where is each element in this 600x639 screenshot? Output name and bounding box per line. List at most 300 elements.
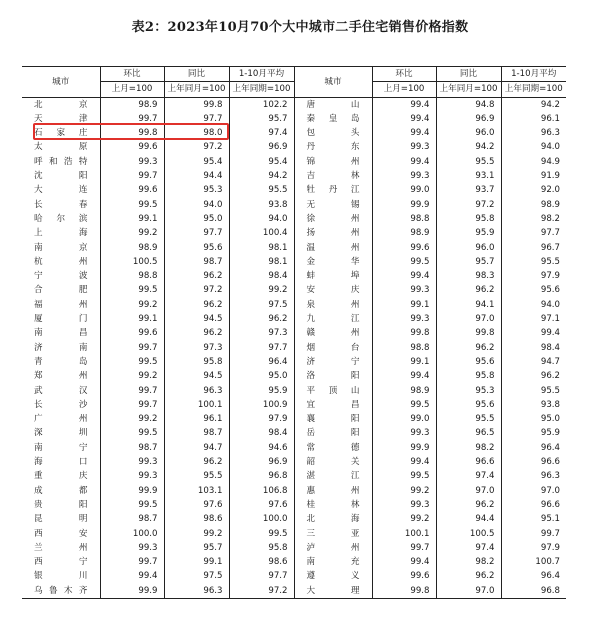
city-name-cell: 岳阳 <box>294 426 372 440</box>
city-column-header: 城市 <box>294 67 372 98</box>
ytd-value-cell: 98.4 <box>229 426 294 440</box>
ytd-value-cell: 100.0 <box>229 512 294 526</box>
city-name-cell: 扬州 <box>294 226 372 240</box>
city-name-cell: 郑州 <box>22 369 100 383</box>
yoy-value-cell: 100.5 <box>436 527 501 541</box>
mom-value-cell: 99.2 <box>100 369 164 383</box>
city-name-cell: 南宁 <box>22 441 100 455</box>
ytd-value-cell: 99.4 <box>501 326 566 340</box>
yoy-base-header: 上年同月=100 <box>164 82 229 97</box>
city-name-cell: 成都 <box>22 484 100 498</box>
yoy-value-cell: 98.0 <box>164 126 229 140</box>
ytd-value-cell: 97.9 <box>501 269 566 283</box>
city-name-cell: 安庆 <box>294 283 372 297</box>
mom-value-cell: 99.7 <box>100 384 164 398</box>
yoy-value-cell: 96.2 <box>436 569 501 583</box>
city-name-cell: 上海 <box>22 226 100 240</box>
mom-value-cell: 99.4 <box>372 455 436 469</box>
yoy-value-cell: 95.8 <box>164 355 229 369</box>
city-name-cell: 泉州 <box>294 298 372 312</box>
mom-value-cell: 99.7 <box>100 341 164 355</box>
yoy-value-cell: 97.3 <box>164 341 229 355</box>
ytd-value-cell: 97.7 <box>229 569 294 583</box>
yoy-value-cell: 93.7 <box>436 183 501 197</box>
table-row <box>22 455 566 469</box>
yoy-value-cell: 95.6 <box>164 241 229 255</box>
mom-value-cell: 99.5 <box>100 355 164 369</box>
mom-value-cell: 99.9 <box>372 198 436 212</box>
city-name-cell: 厦门 <box>22 312 100 326</box>
ytd-value-cell: 100.9 <box>229 398 294 412</box>
ytd-value-cell: 97.3 <box>229 326 294 340</box>
mom-value-cell: 99.0 <box>372 412 436 426</box>
city-name-cell: 襄阳 <box>294 412 372 426</box>
yoy-value-cell: 97.5 <box>164 569 229 583</box>
city-name-cell: 昆明 <box>22 512 100 526</box>
city-name-cell: 宜昌 <box>294 398 372 412</box>
mom-value-cell: 99.9 <box>100 584 164 599</box>
table-row <box>22 269 566 283</box>
city-name-cell: 天津 <box>22 112 100 126</box>
mom-value-cell: 99.3 <box>100 455 164 469</box>
table-row <box>22 355 566 369</box>
ytd-value-cell: 96.1 <box>501 112 566 126</box>
ytd-value-cell: 95.5 <box>501 384 566 398</box>
yoy-value-cell: 96.3 <box>164 584 229 599</box>
mom-value-cell: 100.1 <box>372 527 436 541</box>
table-row <box>22 512 566 526</box>
mom-value-cell: 99.4 <box>100 569 164 583</box>
ytd-value-cell: 95.9 <box>229 384 294 398</box>
ytd-value-cell: 96.9 <box>229 140 294 154</box>
yoy-value-cell: 95.3 <box>436 384 501 398</box>
yoy-value-cell: 95.8 <box>436 369 501 383</box>
ytd-value-cell: 97.5 <box>229 298 294 312</box>
yoy-value-cell: 99.8 <box>436 326 501 340</box>
ytd-value-cell: 106.8 <box>229 484 294 498</box>
mom-value-cell: 99.8 <box>100 126 164 140</box>
ytd-column-header: 1-10月平均 <box>229 67 294 82</box>
city-name-cell: 呼和浩特 <box>22 155 100 169</box>
yoy-value-cell: 97.4 <box>436 541 501 555</box>
mom-value-cell: 99.1 <box>100 212 164 226</box>
city-name-cell: 重庆 <box>22 469 100 483</box>
ytd-value-cell: 94.2 <box>501 97 566 112</box>
ytd-value-cell: 102.2 <box>229 97 294 112</box>
ytd-value-cell: 94.7 <box>501 355 566 369</box>
ytd-value-cell: 93.8 <box>229 198 294 212</box>
ytd-value-cell: 95.0 <box>229 369 294 383</box>
mom-value-cell: 99.7 <box>100 169 164 183</box>
city-name-cell: 杭州 <box>22 255 100 269</box>
table-row <box>22 198 566 212</box>
city-name-cell: 深圳 <box>22 426 100 440</box>
city-name-cell: 包头 <box>294 126 372 140</box>
mom-value-cell: 99.6 <box>100 140 164 154</box>
table-row <box>22 140 566 154</box>
ytd-value-cell: 91.9 <box>501 169 566 183</box>
mom-value-cell: 98.9 <box>372 384 436 398</box>
ytd-column-header: 1-10月平均 <box>501 67 566 82</box>
mom-value-cell: 99.5 <box>372 469 436 483</box>
yoy-value-cell: 96.6 <box>436 455 501 469</box>
mom-value-cell: 99.3 <box>372 312 436 326</box>
table-row <box>22 426 566 440</box>
mom-value-cell: 99.1 <box>372 355 436 369</box>
yoy-value-cell: 96.2 <box>164 269 229 283</box>
yoy-value-cell: 99.1 <box>164 555 229 569</box>
mom-value-cell: 99.5 <box>100 426 164 440</box>
mom-value-cell: 99.6 <box>100 183 164 197</box>
yoy-column-header: 同比 <box>164 67 229 82</box>
mom-value-cell: 99.3 <box>372 140 436 154</box>
city-name-cell: 三亚 <box>294 527 372 541</box>
city-name-cell: 赣州 <box>294 326 372 340</box>
table-row <box>22 155 566 169</box>
mom-value-cell: 99.5 <box>372 398 436 412</box>
table-row <box>22 484 566 498</box>
ytd-value-cell: 99.7 <box>501 527 566 541</box>
yoy-value-cell: 95.5 <box>436 155 501 169</box>
ytd-value-cell: 96.8 <box>229 469 294 483</box>
yoy-value-cell: 94.4 <box>164 169 229 183</box>
city-name-cell: 合肥 <box>22 283 100 297</box>
yoy-value-cell: 94.1 <box>436 298 501 312</box>
ytd-value-cell: 98.4 <box>229 269 294 283</box>
mom-value-cell: 99.9 <box>372 441 436 455</box>
ytd-value-cell: 98.4 <box>501 341 566 355</box>
table-row <box>22 283 566 297</box>
ytd-base-header: 上年同期=100 <box>229 82 294 97</box>
city-name-cell: 烟台 <box>294 341 372 355</box>
yoy-value-cell: 95.9 <box>436 226 501 240</box>
yoy-value-cell: 98.3 <box>436 269 501 283</box>
mom-value-cell: 99.8 <box>372 326 436 340</box>
mom-value-cell: 99.3 <box>100 155 164 169</box>
ytd-value-cell: 97.6 <box>229 498 294 512</box>
table-row <box>22 469 566 483</box>
mom-base-header: 上月=100 <box>372 82 436 97</box>
yoy-value-cell: 96.2 <box>436 498 501 512</box>
city-name-cell: 西安 <box>22 527 100 541</box>
table-row <box>22 541 566 555</box>
mom-column-header: 环比 <box>372 67 436 82</box>
ytd-value-cell: 97.7 <box>229 341 294 355</box>
city-name-cell: 太原 <box>22 140 100 154</box>
city-name-cell: 北京 <box>22 97 100 112</box>
city-name-cell: 金华 <box>294 255 372 269</box>
yoy-column-header: 同比 <box>436 67 501 82</box>
mom-value-cell: 99.4 <box>372 555 436 569</box>
yoy-value-cell: 96.0 <box>436 126 501 140</box>
city-name-cell: 徐州 <box>294 212 372 226</box>
mom-value-cell: 99.4 <box>372 112 436 126</box>
mom-value-cell: 99.4 <box>372 155 436 169</box>
mom-value-cell: 99.1 <box>372 298 436 312</box>
ytd-value-cell: 95.9 <box>501 426 566 440</box>
ytd-value-cell: 95.6 <box>501 283 566 297</box>
ytd-value-cell: 95.4 <box>229 155 294 169</box>
ytd-value-cell: 96.7 <box>501 241 566 255</box>
yoy-value-cell: 97.6 <box>164 498 229 512</box>
mom-value-cell: 99.2 <box>100 226 164 240</box>
mom-value-cell: 99.4 <box>372 369 436 383</box>
ytd-value-cell: 94.9 <box>501 155 566 169</box>
mom-value-cell: 99.2 <box>100 412 164 426</box>
ytd-value-cell: 98.6 <box>229 555 294 569</box>
city-name-cell: 广州 <box>22 412 100 426</box>
ytd-value-cell: 97.0 <box>501 484 566 498</box>
table-body <box>22 97 566 598</box>
yoy-value-cell: 98.2 <box>436 441 501 455</box>
yoy-value-cell: 96.2 <box>436 283 501 297</box>
ytd-base-header: 上年同期=100 <box>501 82 566 97</box>
city-name-cell: 大连 <box>22 183 100 197</box>
ytd-value-cell: 96.3 <box>501 469 566 483</box>
ytd-value-cell: 97.9 <box>229 412 294 426</box>
mom-value-cell: 99.5 <box>100 198 164 212</box>
city-name-cell: 惠州 <box>294 484 372 498</box>
yoy-value-cell: 96.2 <box>164 298 229 312</box>
table-row <box>22 384 566 398</box>
ytd-value-cell: 96.8 <box>501 584 566 599</box>
ytd-value-cell: 98.1 <box>229 255 294 269</box>
table-row <box>22 369 566 383</box>
price-index-table <box>22 66 566 599</box>
mom-value-cell: 99.4 <box>372 269 436 283</box>
city-name-cell: 石家庄 <box>22 126 100 140</box>
ytd-value-cell: 94.0 <box>501 140 566 154</box>
mom-value-cell: 98.8 <box>100 269 164 283</box>
yoy-value-cell: 97.7 <box>164 226 229 240</box>
mom-value-cell: 100.0 <box>100 527 164 541</box>
yoy-value-cell: 98.7 <box>164 255 229 269</box>
city-name-cell: 北海 <box>294 512 372 526</box>
yoy-value-cell: 97.7 <box>164 112 229 126</box>
header-row-labels <box>22 67 566 82</box>
mom-value-cell: 98.8 <box>372 341 436 355</box>
city-name-cell: 武汉 <box>22 384 100 398</box>
city-name-cell: 乌鲁木齐 <box>22 584 100 599</box>
city-name-cell: 大理 <box>294 584 372 599</box>
mom-value-cell: 99.7 <box>100 112 164 126</box>
city-name-cell: 西宁 <box>22 555 100 569</box>
ytd-value-cell: 98.1 <box>229 241 294 255</box>
city-name-cell: 秦皇岛 <box>294 112 372 126</box>
yoy-value-cell: 95.4 <box>164 155 229 169</box>
yoy-value-cell: 98.6 <box>164 512 229 526</box>
yoy-value-cell: 95.5 <box>436 412 501 426</box>
yoy-value-cell: 94.5 <box>164 312 229 326</box>
city-name-cell: 沈阳 <box>22 169 100 183</box>
city-name-cell: 蚌埠 <box>294 269 372 283</box>
city-name-cell: 吉林 <box>294 169 372 183</box>
yoy-base-header: 上年同月=100 <box>436 82 501 97</box>
mom-value-cell: 98.9 <box>100 241 164 255</box>
city-name-cell: 长春 <box>22 198 100 212</box>
yoy-value-cell: 95.7 <box>164 541 229 555</box>
mom-value-cell: 99.0 <box>372 183 436 197</box>
ytd-value-cell: 94.0 <box>501 298 566 312</box>
city-name-cell: 济南 <box>22 341 100 355</box>
ytd-value-cell: 94.2 <box>229 169 294 183</box>
yoy-value-cell: 98.2 <box>436 555 501 569</box>
yoy-value-cell: 97.0 <box>436 584 501 599</box>
yoy-value-cell: 96.2 <box>164 326 229 340</box>
city-name-cell: 青岛 <box>22 355 100 369</box>
city-name-cell: 福州 <box>22 298 100 312</box>
city-name-cell: 丹东 <box>294 140 372 154</box>
yoy-value-cell: 94.8 <box>436 97 501 112</box>
city-name-cell: 九江 <box>294 312 372 326</box>
mom-value-cell: 99.5 <box>100 283 164 297</box>
table-row <box>22 341 566 355</box>
table-row <box>22 169 566 183</box>
ytd-value-cell: 96.4 <box>229 355 294 369</box>
mom-value-cell: 98.9 <box>372 226 436 240</box>
page-title: 表2：2023年10月70个大中城市二手住宅销售价格指数 <box>131 20 469 35</box>
mom-value-cell: 99.3 <box>372 426 436 440</box>
table-row <box>22 398 566 412</box>
mom-value-cell: 100.5 <box>100 255 164 269</box>
mom-value-cell: 99.6 <box>100 326 164 340</box>
ytd-value-cell: 96.6 <box>501 498 566 512</box>
table-row <box>22 527 566 541</box>
mom-column-header: 环比 <box>100 67 164 82</box>
table-row <box>22 212 566 226</box>
city-name-cell: 无锡 <box>294 198 372 212</box>
city-name-cell: 南充 <box>294 555 372 569</box>
city-name-cell: 唐山 <box>294 97 372 112</box>
ytd-value-cell: 97.7 <box>501 226 566 240</box>
yoy-value-cell: 96.0 <box>436 241 501 255</box>
yoy-value-cell: 99.8 <box>164 97 229 112</box>
yoy-value-cell: 95.0 <box>164 212 229 226</box>
table-row <box>22 226 566 240</box>
ytd-value-cell: 98.9 <box>501 198 566 212</box>
table-row <box>22 298 566 312</box>
yoy-value-cell: 98.7 <box>164 426 229 440</box>
table-row <box>22 97 566 112</box>
mom-value-cell: 98.7 <box>100 441 164 455</box>
ytd-value-cell: 94.0 <box>229 212 294 226</box>
table-row <box>22 412 566 426</box>
city-name-cell: 温州 <box>294 241 372 255</box>
yoy-value-cell: 97.2 <box>164 140 229 154</box>
yoy-value-cell: 96.3 <box>164 384 229 398</box>
yoy-value-cell: 97.0 <box>436 484 501 498</box>
yoy-value-cell: 94.2 <box>436 140 501 154</box>
ytd-value-cell: 95.1 <box>501 512 566 526</box>
ytd-value-cell: 97.4 <box>229 126 294 140</box>
yoy-value-cell: 96.5 <box>436 426 501 440</box>
ytd-value-cell: 93.8 <box>501 398 566 412</box>
mom-value-cell: 99.2 <box>372 484 436 498</box>
table-row <box>22 326 566 340</box>
yoy-value-cell: 97.2 <box>436 198 501 212</box>
ytd-value-cell: 95.7 <box>229 112 294 126</box>
mom-value-cell: 99.4 <box>372 126 436 140</box>
ytd-value-cell: 96.2 <box>229 312 294 326</box>
table-row <box>22 183 566 197</box>
city-column-header: 城市 <box>22 67 100 98</box>
yoy-value-cell: 96.1 <box>164 412 229 426</box>
mom-value-cell: 99.7 <box>100 398 164 412</box>
ytd-value-cell: 96.4 <box>501 569 566 583</box>
table-row <box>22 584 566 599</box>
yoy-value-cell: 93.1 <box>436 169 501 183</box>
city-name-cell: 牡丹江 <box>294 183 372 197</box>
mom-value-cell: 99.3 <box>372 169 436 183</box>
mom-value-cell: 99.4 <box>372 97 436 112</box>
ytd-value-cell: 95.8 <box>229 541 294 555</box>
ytd-value-cell: 95.0 <box>501 412 566 426</box>
yoy-value-cell: 94.5 <box>164 369 229 383</box>
yoy-value-cell: 94.0 <box>164 198 229 212</box>
city-name-cell: 韶关 <box>294 455 372 469</box>
table-row <box>22 569 566 583</box>
table-row <box>22 312 566 326</box>
mom-value-cell: 99.8 <box>372 584 436 599</box>
yoy-value-cell: 95.3 <box>164 183 229 197</box>
table-row <box>22 498 566 512</box>
yoy-value-cell: 94.4 <box>436 512 501 526</box>
city-name-cell: 遵义 <box>294 569 372 583</box>
city-name-cell: 南昌 <box>22 326 100 340</box>
city-name-cell: 兰州 <box>22 541 100 555</box>
ytd-value-cell: 100.7 <box>501 555 566 569</box>
city-name-cell: 锦州 <box>294 155 372 169</box>
city-name-cell: 哈尔滨 <box>22 212 100 226</box>
ytd-value-cell: 96.6 <box>501 455 566 469</box>
mom-value-cell: 99.5 <box>100 498 164 512</box>
mom-value-cell: 99.3 <box>372 283 436 297</box>
mom-value-cell: 99.2 <box>100 298 164 312</box>
mom-value-cell: 99.5 <box>372 255 436 269</box>
mom-value-cell: 99.6 <box>372 241 436 255</box>
yoy-value-cell: 95.6 <box>436 398 501 412</box>
ytd-value-cell: 96.9 <box>229 455 294 469</box>
city-name-cell: 海口 <box>22 455 100 469</box>
city-name-cell: 济宁 <box>294 355 372 369</box>
ytd-value-cell: 96.3 <box>501 126 566 140</box>
yoy-value-cell: 96.9 <box>436 112 501 126</box>
ytd-value-cell: 96.2 <box>501 369 566 383</box>
city-name-cell: 常德 <box>294 441 372 455</box>
ytd-value-cell: 97.1 <box>501 312 566 326</box>
yoy-value-cell: 95.7 <box>436 255 501 269</box>
city-name-cell: 贵阳 <box>22 498 100 512</box>
city-name-cell: 银川 <box>22 569 100 583</box>
ytd-value-cell: 94.6 <box>229 441 294 455</box>
table-row <box>22 241 566 255</box>
ytd-value-cell: 97.2 <box>229 584 294 599</box>
yoy-value-cell: 94.7 <box>164 441 229 455</box>
mom-value-cell: 99.3 <box>372 498 436 512</box>
mom-value-cell: 99.1 <box>100 312 164 326</box>
yoy-value-cell: 95.5 <box>164 469 229 483</box>
yoy-value-cell: 103.1 <box>164 484 229 498</box>
city-name-cell: 平顶山 <box>294 384 372 398</box>
ytd-value-cell: 100.4 <box>229 226 294 240</box>
yoy-value-cell: 95.6 <box>436 355 501 369</box>
ytd-value-cell: 92.0 <box>501 183 566 197</box>
city-name-cell: 湛江 <box>294 469 372 483</box>
table-row <box>22 255 566 269</box>
mom-value-cell: 98.9 <box>100 97 164 112</box>
city-name-cell: 长沙 <box>22 398 100 412</box>
mom-value-cell: 98.7 <box>100 512 164 526</box>
